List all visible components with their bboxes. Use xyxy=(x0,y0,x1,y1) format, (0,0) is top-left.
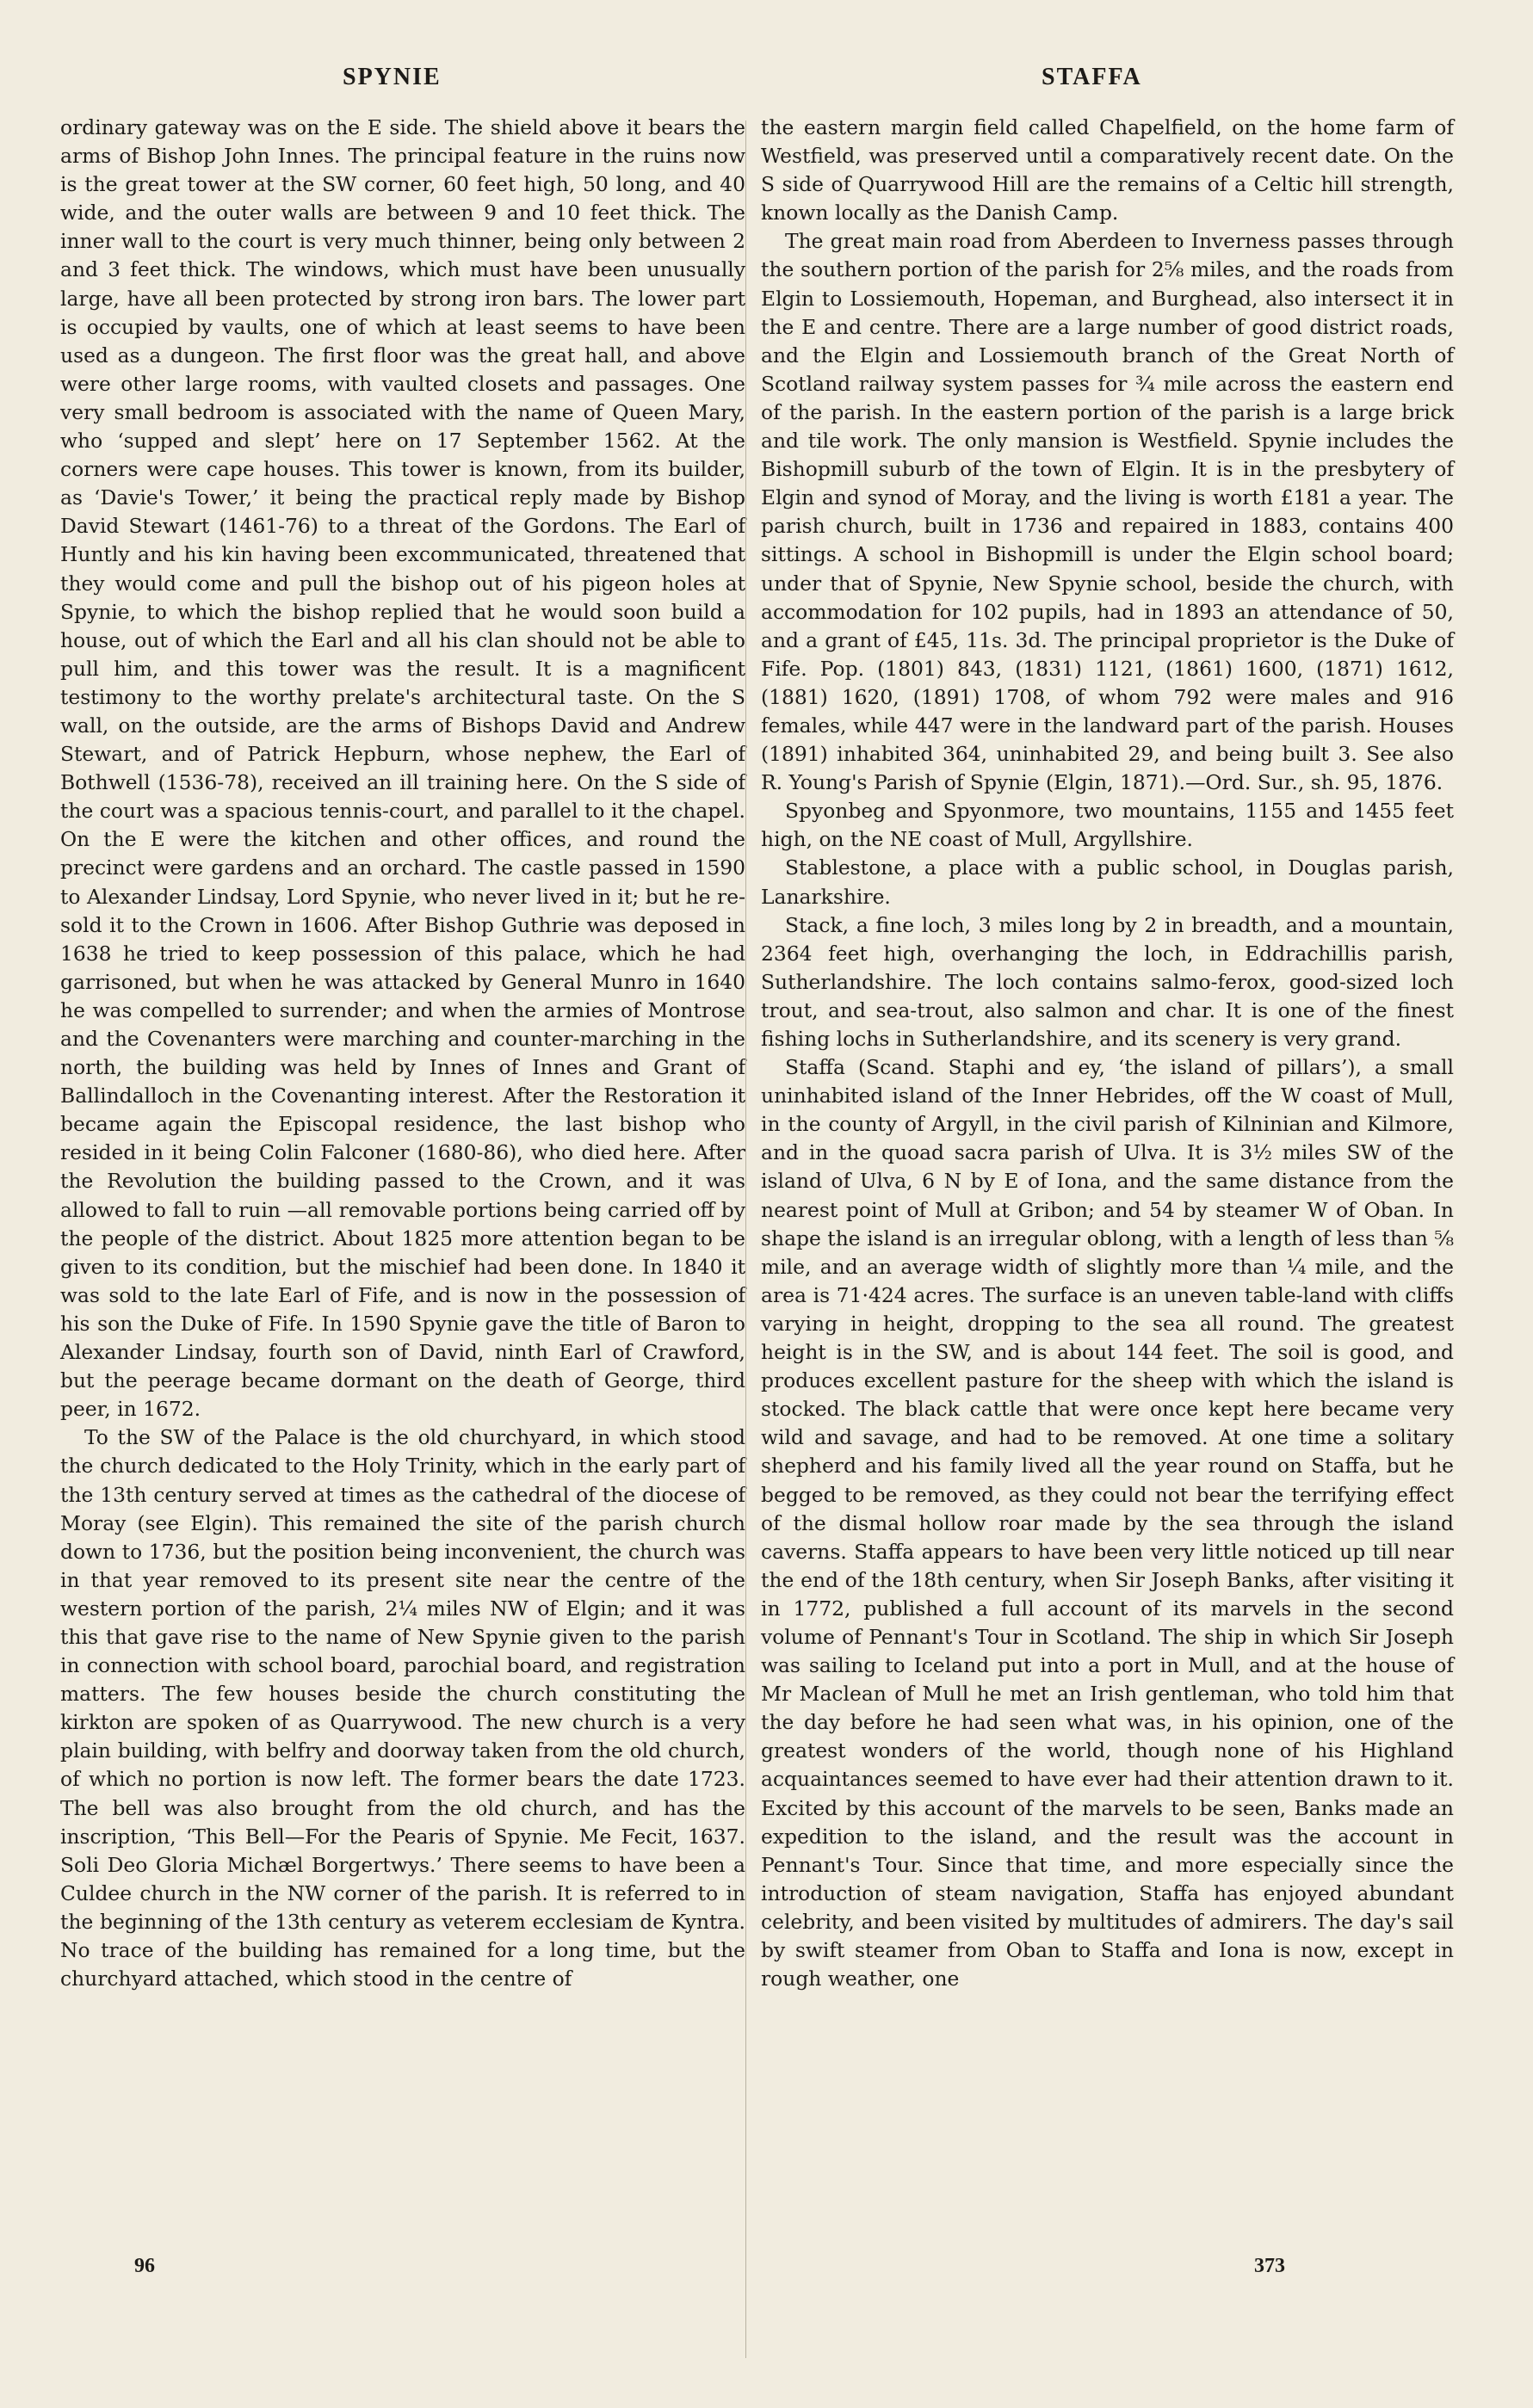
paragraph: the eastern margin field called Chapelfield, on the home farm of Westfield, was preserved until a comparatively recent date. On the S side of Quarrywood Hill are the remains of a Celtic hill strength, known locally as the Danish Camp. xyxy=(761,115,1454,225)
paragraph: ordinary gateway was on the E side. The shield above it bears the arms of Bishop John Innes. The principal feature in the ruins now is the great tower at the SW corner, 60 feet high, 50 long, and 40 wide, and the outer walls are between 9 and 10 feet thick. The inner wall to the court is very much thinner, being only between 2 and 3 feet thick. The windows, which must have been unusually large, have all been protected by strong iron bars. The lower part is occupied by vaults, one of which at least seems to have been used as a dungeon. The first floor was the great hall, and above were other large rooms, with vaulted closets and passages. One very small bedroom is associated with the name of Queen Mary, who ‘supped and slept’ here on 17 September 1562. At the corners were cape houses. This tower is known, from its builder, as ‘Davie's Tower,’ it being the practical reply made by Bishop David Stewart (1461-76) to a threat of the Gordons. The Earl of Huntly and his kin having been excommunicated, threatened that they would come and pull the bishop out of his pigeon holes at Spynie, to which the bishop replied that he would soon build a house, out of which the Earl and all his clan should not be able to pull him, and this tower was the result. It is a magnificent testimony to the worthy prelate's architectural taste. On the S wall, on the outside, are the arms of Bishops David and Andrew Stewart, and of Patrick Hepburn, whose nephew, the Earl of Bothwell (1536-78), received an ill training here. On the S side of the court was a spacious tennis-court, and parallel to it the chapel. On the E were the kitchen and other offices, and round the precinct were gardens and an orchard. The castle passed in 1590 to Alexander Lindsay, Lord Spynie, who never lived in it; but he re-sold it to the Crown in 1606. After Bishop Guthrie was deposed in 1638 he tried to keep possession of this palace, which he had garrisoned, but when he was attacked by General Munro in 1640 he was compelled to surrender; and when the armies of Montrose and the Covenanters were marching and counter-marching in the north, the building was held by Innes of Innes and Grant of Ballindalloch in the Covenanting interest. After the Restoration it became again the Episcopal residence, the last bishop who resided in it being Colin Falconer (1680-86), who died here. After the Revolution the building passed to the Crown, and it was allowed to fall to ruin —all removable portions being carried off by the people of the district. About 1825 more attention began to be given to its condition, but the mischief had been done. In 1840 it was sold to the late Earl of Fife, and is now in the possession of his son the Duke of Fife. In 1590 Spynie gave the title of Baron to Alexander Lindsay, fourth son of David, ninth Earl of Crawford, but the peerage became dormant on the death of George, third peer, in 1672. xyxy=(60,115,745,1422)
column-divider xyxy=(745,120,746,2358)
gazetteer-entry-staffa: Staffa (Scand. Staphi and ey, ‘the island of pillars’), a small uninhabited island of the Inner Hebrides, off the W coast of Mull, in the county of Argyll, in the civil parish of Kilninian and Kilmore, and in the quoad sacra parish of Ulva. It is 3½ miles SW of the island of Ulva, 6 N by E of Iona, and the same distance from the nearest point of Mull at Gribon; and 54 by steamer W of Oban. In shape the island is an irregular oblong, with a length of less than ⅝ mile, and an average width of slightly more than ¼ mile, and the area is 71·424 acres. The surface is an uneven table-land with cliffs varying in height, dropping to the sea all round. The greatest height is in the SW, and is about 144 feet. The soil is good, and produces excellent pasture for the sheep with which the island is stocked. The black cattle that were once kept here became very wild and savage, and had to be removed. At one time a solitary shepherd and his family lived all the year round on Staffa, but he begged to be removed, as they could not bear the terrifying effect of the dismal hollow roar made by the sea through the island caverns. Staffa appears to have been very little noticed up till near the end of the 18th century, when Sir Joseph Banks, after visiting it in 1772, published a full account of its marvels in the second volume of Pennant's Tour in Scotland. The ship in which Sir Joseph was sailing to Iceland put into a port in Mull, and at the house of Mr Maclean of Mull he met an Irish gentleman, who told him that the day before he had seen what was, in his opinion, one of the greatest wonders of the world, though none of his Highland acquaintances seemed to have ever had their attention drawn to it. Excited by this account of the marvels to be seen, Banks made an expedition to the island, and the result was the account in Pennant's Tour. Since that time, and more especially since the introduction of steam navigation, Staffa has enjoyed abundant celebrity, and been visited by multitudes of admirers. The day's sail by swift steamer from Oban to Staffa and Iona is now, except in rough weather, one xyxy=(761,1055,1454,1991)
paragraph: To the SW of the Palace is the old churchyard, in which stood the church dedicated to the Holy Trinity, which in the early part of the 13th century served at times as the cathedral of the diocese of Moray (see Elgin). This remained the site of the parish church down to 1736, but the position being inconvenient, the church was in that year removed to its present site near the centre of the western portion of the parish, 2¼ miles NW of Elgin; and it was this that gave rise to the name of New Spynie given to the parish in connection with school board, parochial board, and registration matters. The few houses beside the church constituting the kirkton are spoken of as Quarrywood. The new church is a very plain building, with belfry and doorway taken from the old church, of which no portion is now left. The former bears the date 1723. The bell was also brought from the old church, and has the inscription, ‘This Bell—For the Pearis of Spynie. Me Fecit, 1637. Soli Deo Gloria Michæl Borgertwys.’ There seems to have been a Culdee church in the NW corner of the parish. It is referred to in the beginning of the 13th century as veterem ecclesiam de Kyntra. No trace of the building has remained for a long time, but the churchyard attached, which stood in the centre of xyxy=(60,1425,745,1991)
gazetteer-entry-stack: Stack, a fine loch, 3 miles long by 2 in breadth, and a mountain, 2364 feet high, overhanging the loch, in Eddrachillis parish, Sutherlandshire. The loch contains salmo-ferox, good-sized loch trout, and sea-trout, also salmon and char. It is one of the finest fishing lochs in Sutherlandshire, and its scenery is very grand. xyxy=(761,912,1454,1051)
page-number-right: 373 xyxy=(1254,2255,1285,2277)
gazetteer-entry-stablestone: Stablestone, a place with a public school, in Douglas parish, Lanarkshire. xyxy=(761,855,1454,909)
right-column xyxy=(761,114,1454,1993)
running-header xyxy=(0,64,1533,107)
page-number-left: 96 xyxy=(134,2255,155,2277)
running-head-left: SPYNIE xyxy=(343,64,442,90)
running-head-right: STAFFA xyxy=(1042,64,1142,90)
paragraph: The great main road from Aberdeen to Inverness passes through the southern portion of the parish for 2⅝ miles, and the roads from Elgin to Lossiemouth, Hopeman, and Burghead, also intersect it in the E and centre. There are a large number of good district roads, and the Elgin and Lossiemouth branch of the Great North of Scotland railway system passes for ¾ mile across the eastern end of the parish. In the eastern portion of the parish is a large brick and tile work. The only mansion is Westfield. Spynie includes the Bishopmill suburb of the town of Elgin. It is in the presbytery of Elgin and synod of Moray, and the living is worth £181 a year. The parish church, built in 1736 and repaired in 1883, contains 400 sittings. A school in Bishopmill is under the Elgin school board; under that of Spynie, New Spynie school, beside the church, with accommodation for 102 pupils, had in 1893 an attendance of 50, and a grant of £45, 11s. 3d. The principal proprietor is the Duke of Fife. Pop. (1801) 843, (1831) 1121, (1861) 1600, (1871) 1612, (1881) 1620, (1891) 1708, of whom 792 were males and 916 females, while 447 were in the landward part of the parish. Houses (1891) inhabited 364, uninhabited 29, and being built 3. See also R. Young's Parish of Spynie (Elgin, 1871).—Ord. Sur., sh. 95, 1876. xyxy=(761,229,1454,795)
left-column xyxy=(60,114,745,1993)
gazetteer-entry-spyonbeg: Spyonbeg and Spyonmore, two mountains, 1155 and 1455 feet high, on the NE coast of Mull, Argyllshire. xyxy=(761,799,1454,852)
